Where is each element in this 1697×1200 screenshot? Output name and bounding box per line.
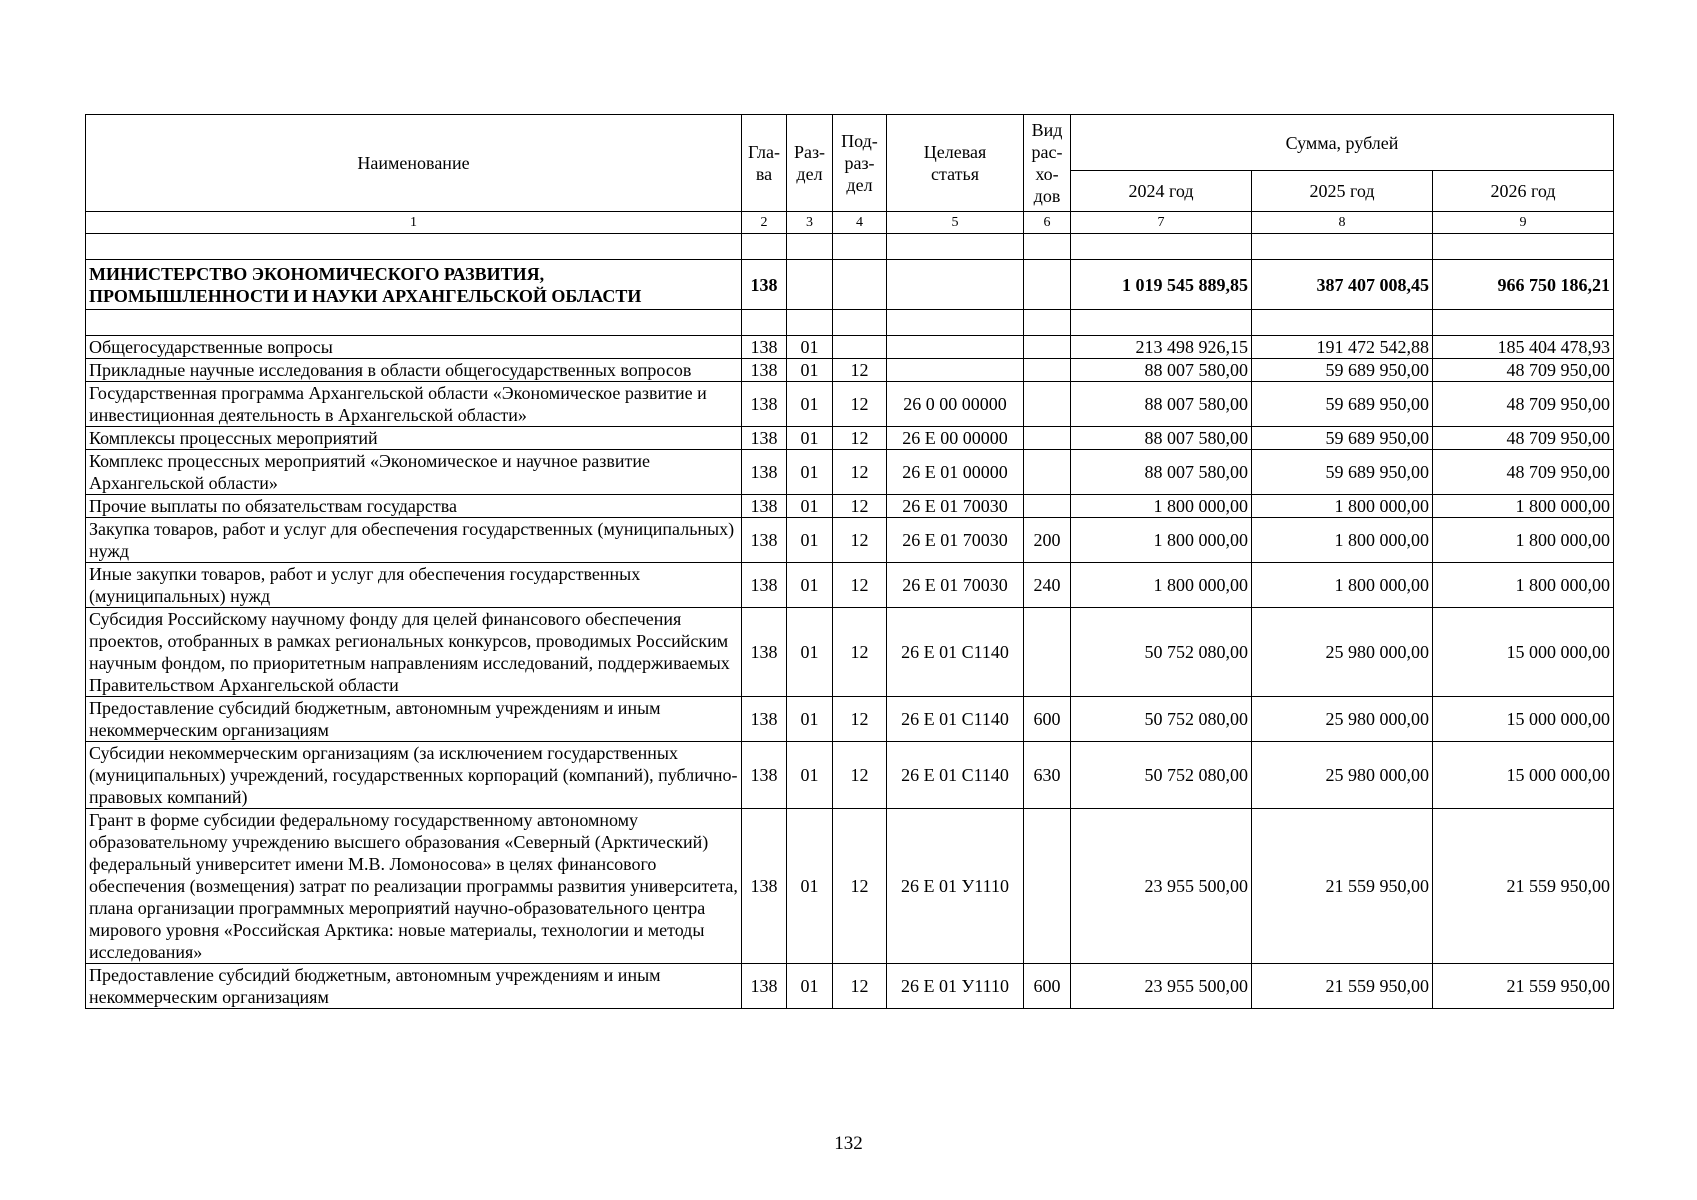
row-target: 26 Е 01 У1110 [887,964,1024,1009]
header-year-2024: 2024 год [1071,171,1252,212]
row-podrazdel: 12 [833,495,887,518]
row-razdel: 01 [787,809,833,964]
row-razdel: 01 [787,697,833,742]
column-number: 6 [1024,212,1071,234]
row-name: Грант в форме субсидии федеральному государственному автономному образовательному учреждению высшего образования «Северный (Арктический) федеральный университет имени М.В. Ломоносова» в целях финансового обеспечения (возмещения) затрат по реализации программы развития университета, плана организации программных мероприятий научно-образовательного центра мирового уровня «Российская Арктика: новые материалы, технологии и методы исследования» [86,809,742,964]
row-glava: 138 [742,608,787,697]
row-name: Субсидия Российскому научному фонду для целей финансового обеспечения проектов, отобранных в рамках региональных конкурсов, проводимых Российским научным фондом, по приоритетным направлениям исследований, поддерживаемых Правительством Архангельской области [86,608,742,697]
row-glava: 138 [742,359,787,382]
ministry-row [86,260,1614,310]
row-vid: 200 [1024,518,1071,563]
row-sum-2024: 50 752 080,00 [1071,608,1252,697]
row-podrazdel: 12 [833,427,887,450]
row-sum-2025: 59 689 950,00 [1252,427,1433,450]
row-podrazdel: 12 [833,518,887,563]
column-number: 4 [833,212,887,234]
row-podrazdel: 12 [833,964,887,1009]
row-sum-2025: 1 800 000,00 [1252,495,1433,518]
row-podrazdel: 12 [833,697,887,742]
row-vid [1024,359,1071,382]
row-target: 26 Е 01 70030 [887,495,1024,518]
row-glava: 138 [742,697,787,742]
row-razdel: 01 [787,964,833,1009]
column-number: 2 [742,212,787,234]
row-podrazdel: 12 [833,608,887,697]
column-number: 9 [1433,212,1614,234]
header-name: Наименование [86,115,742,212]
row-podrazdel: 12 [833,382,887,427]
table-row [86,450,1614,495]
row-vid [1024,427,1071,450]
row-name: Государственная программа Архангельской области «Экономическое развитие и инвестиционная деятельность в Архангельской области» [86,382,742,427]
header-target: Целевая статья [887,115,1024,212]
row-sum-2024: 1 800 000,00 [1071,495,1252,518]
row-razdel: 01 [787,359,833,382]
ministry-sum-2026: 966 750 186,21 [1433,260,1614,310]
row-sum-2024: 50 752 080,00 [1071,742,1252,809]
row-sum-2026: 21 559 950,00 [1433,809,1614,964]
header-year-2025: 2025 год [1252,171,1433,212]
row-name: Иные закупки товаров, работ и услуг для обеспечения государственных (муниципальных) нужд [86,563,742,608]
row-sum-2024: 50 752 080,00 [1071,697,1252,742]
ministry-glava: 138 [742,260,787,310]
row-vid [1024,336,1071,359]
row-sum-2025: 21 559 950,00 [1252,809,1433,964]
table-row [86,697,1614,742]
row-razdel: 01 [787,336,833,359]
column-number: 7 [1071,212,1252,234]
row-glava: 138 [742,495,787,518]
column-number: 5 [887,212,1024,234]
row-target: 26 Е 01 У1110 [887,809,1024,964]
row-name: Предоставление субсидий бюджетным, автономным учреждениям и иным некоммерческим организациям [86,697,742,742]
row-podrazdel [833,336,887,359]
row-sum-2026: 15 000 000,00 [1433,697,1614,742]
row-sum-2024: 88 007 580,00 [1071,427,1252,450]
header-year-2026: 2026 год [1433,171,1614,212]
row-target: 26 0 00 00000 [887,382,1024,427]
row-sum-2025: 1 800 000,00 [1252,563,1433,608]
row-sum-2024: 1 800 000,00 [1071,518,1252,563]
table-row [86,427,1614,450]
spacer-row [86,234,1614,260]
row-sum-2025: 25 980 000,00 [1252,697,1433,742]
row-sum-2026: 21 559 950,00 [1433,964,1614,1009]
row-vid [1024,450,1071,495]
row-vid [1024,382,1071,427]
table-row [86,742,1614,809]
row-vid: 600 [1024,697,1071,742]
row-target: 26 Е 01 70030 [887,518,1024,563]
header-podrazdel: Под- раз- дел [833,115,887,212]
row-target: 26 Е 01 С1140 [887,697,1024,742]
column-number: 8 [1252,212,1433,234]
header-glava: Гла- ва [742,115,787,212]
row-sum-2026: 15 000 000,00 [1433,742,1614,809]
row-sum-2026: 185 404 478,93 [1433,336,1614,359]
table-row [86,964,1614,1009]
row-razdel: 01 [787,518,833,563]
row-sum-2025: 25 980 000,00 [1252,608,1433,697]
row-target [887,336,1024,359]
row-sum-2026: 1 800 000,00 [1433,495,1614,518]
table-row [86,608,1614,697]
row-sum-2024: 88 007 580,00 [1071,382,1252,427]
row-vid: 600 [1024,964,1071,1009]
column-number: 3 [787,212,833,234]
row-podrazdel: 12 [833,742,887,809]
row-sum-2025: 21 559 950,00 [1252,964,1433,1009]
table-row [86,336,1614,359]
row-sum-2024: 23 955 500,00 [1071,964,1252,1009]
row-razdel: 01 [787,382,833,427]
row-name: Закупка товаров, работ и услуг для обеспечения государственных (муниципальных) нужд [86,518,742,563]
row-vid [1024,608,1071,697]
row-vid [1024,495,1071,518]
row-target [887,359,1024,382]
row-sum-2026: 48 709 950,00 [1433,427,1614,450]
row-sum-2026: 1 800 000,00 [1433,563,1614,608]
row-glava: 138 [742,382,787,427]
column-number: 1 [86,212,742,234]
row-glava: 138 [742,964,787,1009]
row-sum-2024: 88 007 580,00 [1071,450,1252,495]
row-name: Прикладные научные исследования в области общегосударственных вопросов [86,359,742,382]
row-sum-2024: 213 498 926,15 [1071,336,1252,359]
row-sum-2025: 25 980 000,00 [1252,742,1433,809]
row-name: Предоставление субсидий бюджетным, автономным учреждениям и иным некоммерческим организациям [86,964,742,1009]
table-row [86,518,1614,563]
page-number: 132 [834,1133,863,1154]
row-razdel: 01 [787,608,833,697]
row-glava: 138 [742,450,787,495]
row-vid: 240 [1024,563,1071,608]
row-podrazdel: 12 [833,359,887,382]
row-sum-2025: 59 689 950,00 [1252,450,1433,495]
row-sum-2025: 191 472 542,88 [1252,336,1433,359]
row-glava: 138 [742,518,787,563]
row-target: 26 Е 01 00000 [887,450,1024,495]
row-razdel: 01 [787,450,833,495]
row-sum-2024: 1 800 000,00 [1071,563,1252,608]
row-sum-2025: 1 800 000,00 [1252,518,1433,563]
ministry-name: МИНИСТЕРСТВО ЭКОНОМИЧЕСКОГО РАЗВИТИЯ, ПРОМЫШЛЕННОСТИ И НАУКИ АРХАНГЕЛЬСКОЙ ОБЛАСТИ [86,260,742,310]
table-row [86,495,1614,518]
row-glava: 138 [742,336,787,359]
row-name: Комплексы процессных мероприятий [86,427,742,450]
row-sum-2024: 23 955 500,00 [1071,809,1252,964]
row-sum-2026: 48 709 950,00 [1433,359,1614,382]
row-glava: 138 [742,563,787,608]
row-name: Комплекс процессных мероприятий «Экономическое и научное развитие Архангельской области» [86,450,742,495]
row-sum-2026: 15 000 000,00 [1433,608,1614,697]
row-podrazdel: 12 [833,809,887,964]
row-glava: 138 [742,742,787,809]
row-sum-2024: 88 007 580,00 [1071,359,1252,382]
row-vid [1024,809,1071,964]
spacer-row [86,310,1614,336]
row-sum-2026: 1 800 000,00 [1433,518,1614,563]
row-glava: 138 [742,427,787,450]
column-number-row [86,212,1614,234]
row-podrazdel: 12 [833,563,887,608]
row-name: Прочие выплаты по обязательствам государства [86,495,742,518]
row-podrazdel: 12 [833,450,887,495]
row-target: 26 Е 01 70030 [887,563,1024,608]
ministry-sum-2025: 387 407 008,45 [1252,260,1433,310]
row-target: 26 Е 01 С1140 [887,742,1024,809]
row-sum-2026: 48 709 950,00 [1433,382,1614,427]
budget-table [85,114,1614,1009]
table-row [86,809,1614,964]
row-name: Субсидии некоммерческим организациям (за исключением государственных (муниципальных) учреждений, государственных корпораций (компаний), публично-правовых компаний) [86,742,742,809]
row-name: Общегосударственные вопросы [86,336,742,359]
row-target: 26 Е 01 С1140 [887,608,1024,697]
row-target: 26 Е 00 00000 [887,427,1024,450]
header-sum: Сумма, рублей [1071,115,1614,171]
row-razdel: 01 [787,563,833,608]
row-razdel: 01 [787,427,833,450]
table-row [86,359,1614,382]
header-razdel: Раз- дел [787,115,833,212]
table-row [86,382,1614,427]
row-razdel: 01 [787,495,833,518]
ministry-sum-2024: 1 019 545 889,85 [1071,260,1252,310]
row-sum-2026: 48 709 950,00 [1433,450,1614,495]
row-razdel: 01 [787,742,833,809]
header-vid: Вид рас- хо- дов [1024,115,1071,212]
row-sum-2025: 59 689 950,00 [1252,359,1433,382]
row-vid: 630 [1024,742,1071,809]
row-glava: 138 [742,809,787,964]
table-row [86,563,1614,608]
row-sum-2025: 59 689 950,00 [1252,382,1433,427]
